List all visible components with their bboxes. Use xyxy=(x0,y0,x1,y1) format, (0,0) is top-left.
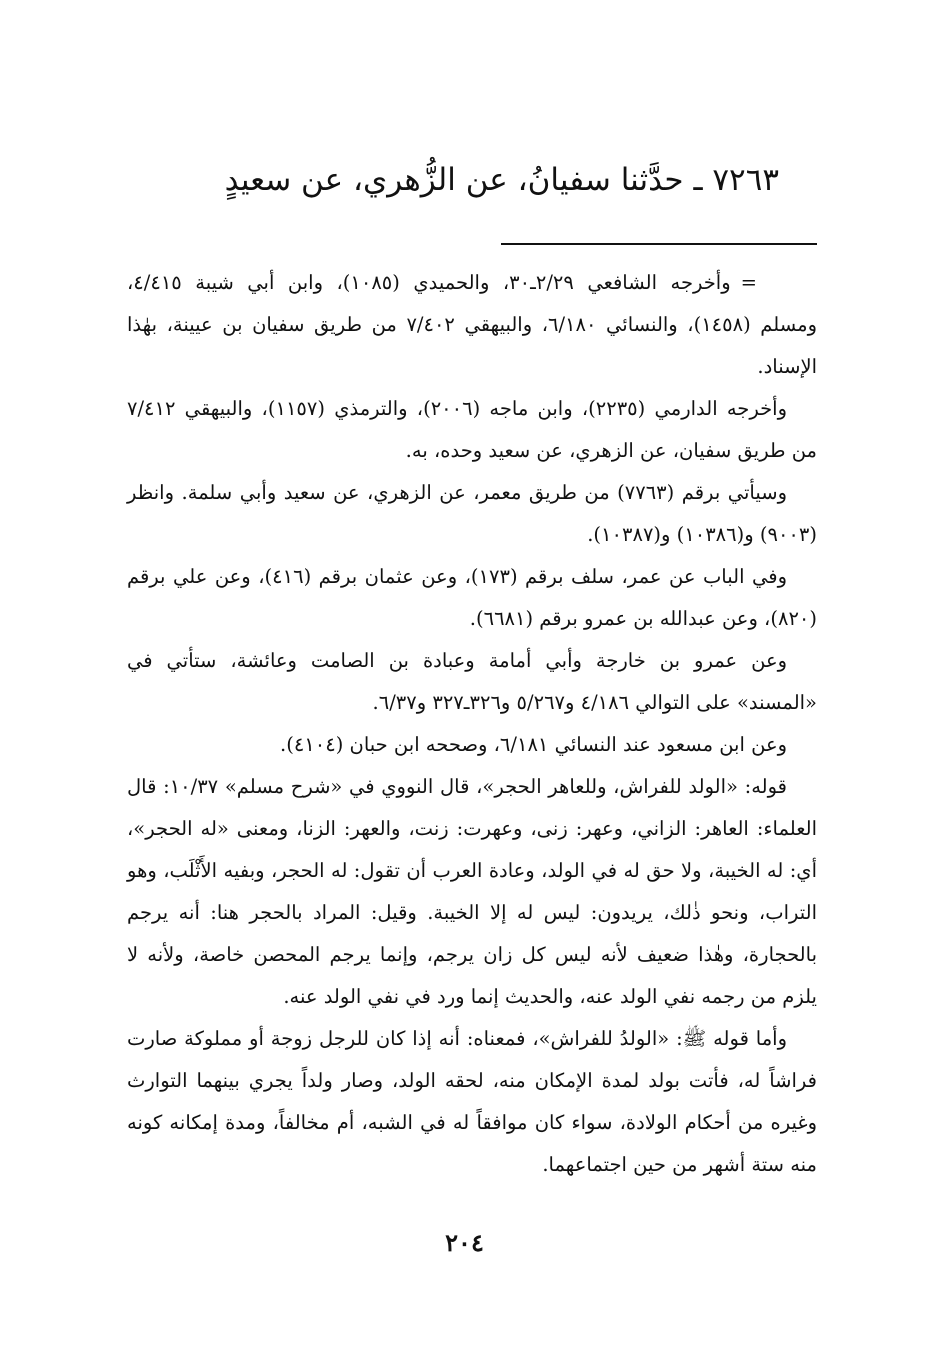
footnote-paragraph: وفي الباب عن عمر، سلف برقم (١٧٣)، وعن عثمان برقم (٤١٦)، وعن علي برقم (٨٢٠)، وعن عبدالله بن عمرو برقم (٦٦٨١). xyxy=(127,565,817,630)
footnote-paragraph: وأما قوله ﷺ: «الولدُ للفراش»، فمعناه: أنه إذا كان للرجل زوجة أو مملوكة صارت فراشاً له، فأتت بولد لمدة الإمكان منه، لحقه الولد، وصار ولداً يجري بينهما التوارث وغيره من أحكام الولادة، سواء كان موافقاً له في الشبه، أم مخالفاً، ومدة إمكانه كونه منه ستة أشهر من حين اجتماعهما. xyxy=(127,1027,817,1176)
footnotes-section xyxy=(127,262,817,1186)
footnote-paragraph: وأخرجه الدارمي (٢٢٣٥)، وابن ماجه (٢٠٠٦)، والترمذي (١١٥٧)، والبيهقي ٧/٤١٢ من طريق سفيان، عن الزهري، عن سعيد وحده، به. xyxy=(127,397,817,462)
footnote-paragraph xyxy=(127,262,817,388)
page-number: ٢٠٤ xyxy=(445,1228,484,1257)
footnote-paragraph: وعن عمرو بن خارجة وأبي أمامة وعبادة بن الصامت وعائشة، ستأتي في «المسند» على التوالي ٤/١٨٦ و٥/٢٦٧ و٣٢٦ـ٣٢٧ و٦/٣٧. xyxy=(127,649,817,714)
footnote-separator xyxy=(501,243,817,245)
hadith-text: ٧٢٦٣ ـ حدَّثنا سفيانُ، عن الزُّهري، عن سعيدٍ xyxy=(224,162,779,198)
footnote-continuation-mark: = xyxy=(740,271,757,294)
footnote-paragraph: قوله: «الولد للفراش، وللعاهر الحجر»، قال النووي في «شرح مسلم» ١٠/٣٧: قال العلماء: العاهر: الزاني، وعهر: زنى، وعهرت: زنت، والعهر: الزنا، ومعنى «له الحجر»، أي: له الخيبة، ولا حق له في الولد، وعادة العرب أن تقول: له الحجر، وبفيه الأَثْلَب، وهو التراب، ونحو ذٰلك، يريدون: ليس له إلا الخيبة. وقيل: المراد بالحجر هنا: أنه يرجم بالحجارة، وهٰذا ضعيف لأنه ليس كل زان يرجم، وإنما يرجم المحصن خاصة، ولأنه لا يلزم من رجمه نفي الولد عنه، والحديث إنما ورد في نفي الولد عنه. xyxy=(127,775,817,1008)
footnote-text: وأخرجه الشافعي ٢/٢٩ـ٣٠، والحميدي (١٠٨٥)، وابن أبي شيبة ٤/٤١٥، ومسلم (١٤٥٨)، والنسائي ٦/١٨٠، والبيهقي ٧/٤٠٢ من طريق سفيان بن عيينة، بهٰذا الإسناد. xyxy=(127,271,817,378)
footnote-paragraph: وسيأتي برقم (٧٧٦٣) من طريق معمر، عن الزهري، عن سعيد وأبي سلمة. وانظر (٩٠٠٣) و(١٠٣٨٦) و(١٠٣٨٧). xyxy=(127,481,817,546)
footnote-paragraph: وعن ابن مسعود عند النسائي ٦/١٨١، وصححه ابن حبان (٤١٠٤). xyxy=(280,733,787,756)
